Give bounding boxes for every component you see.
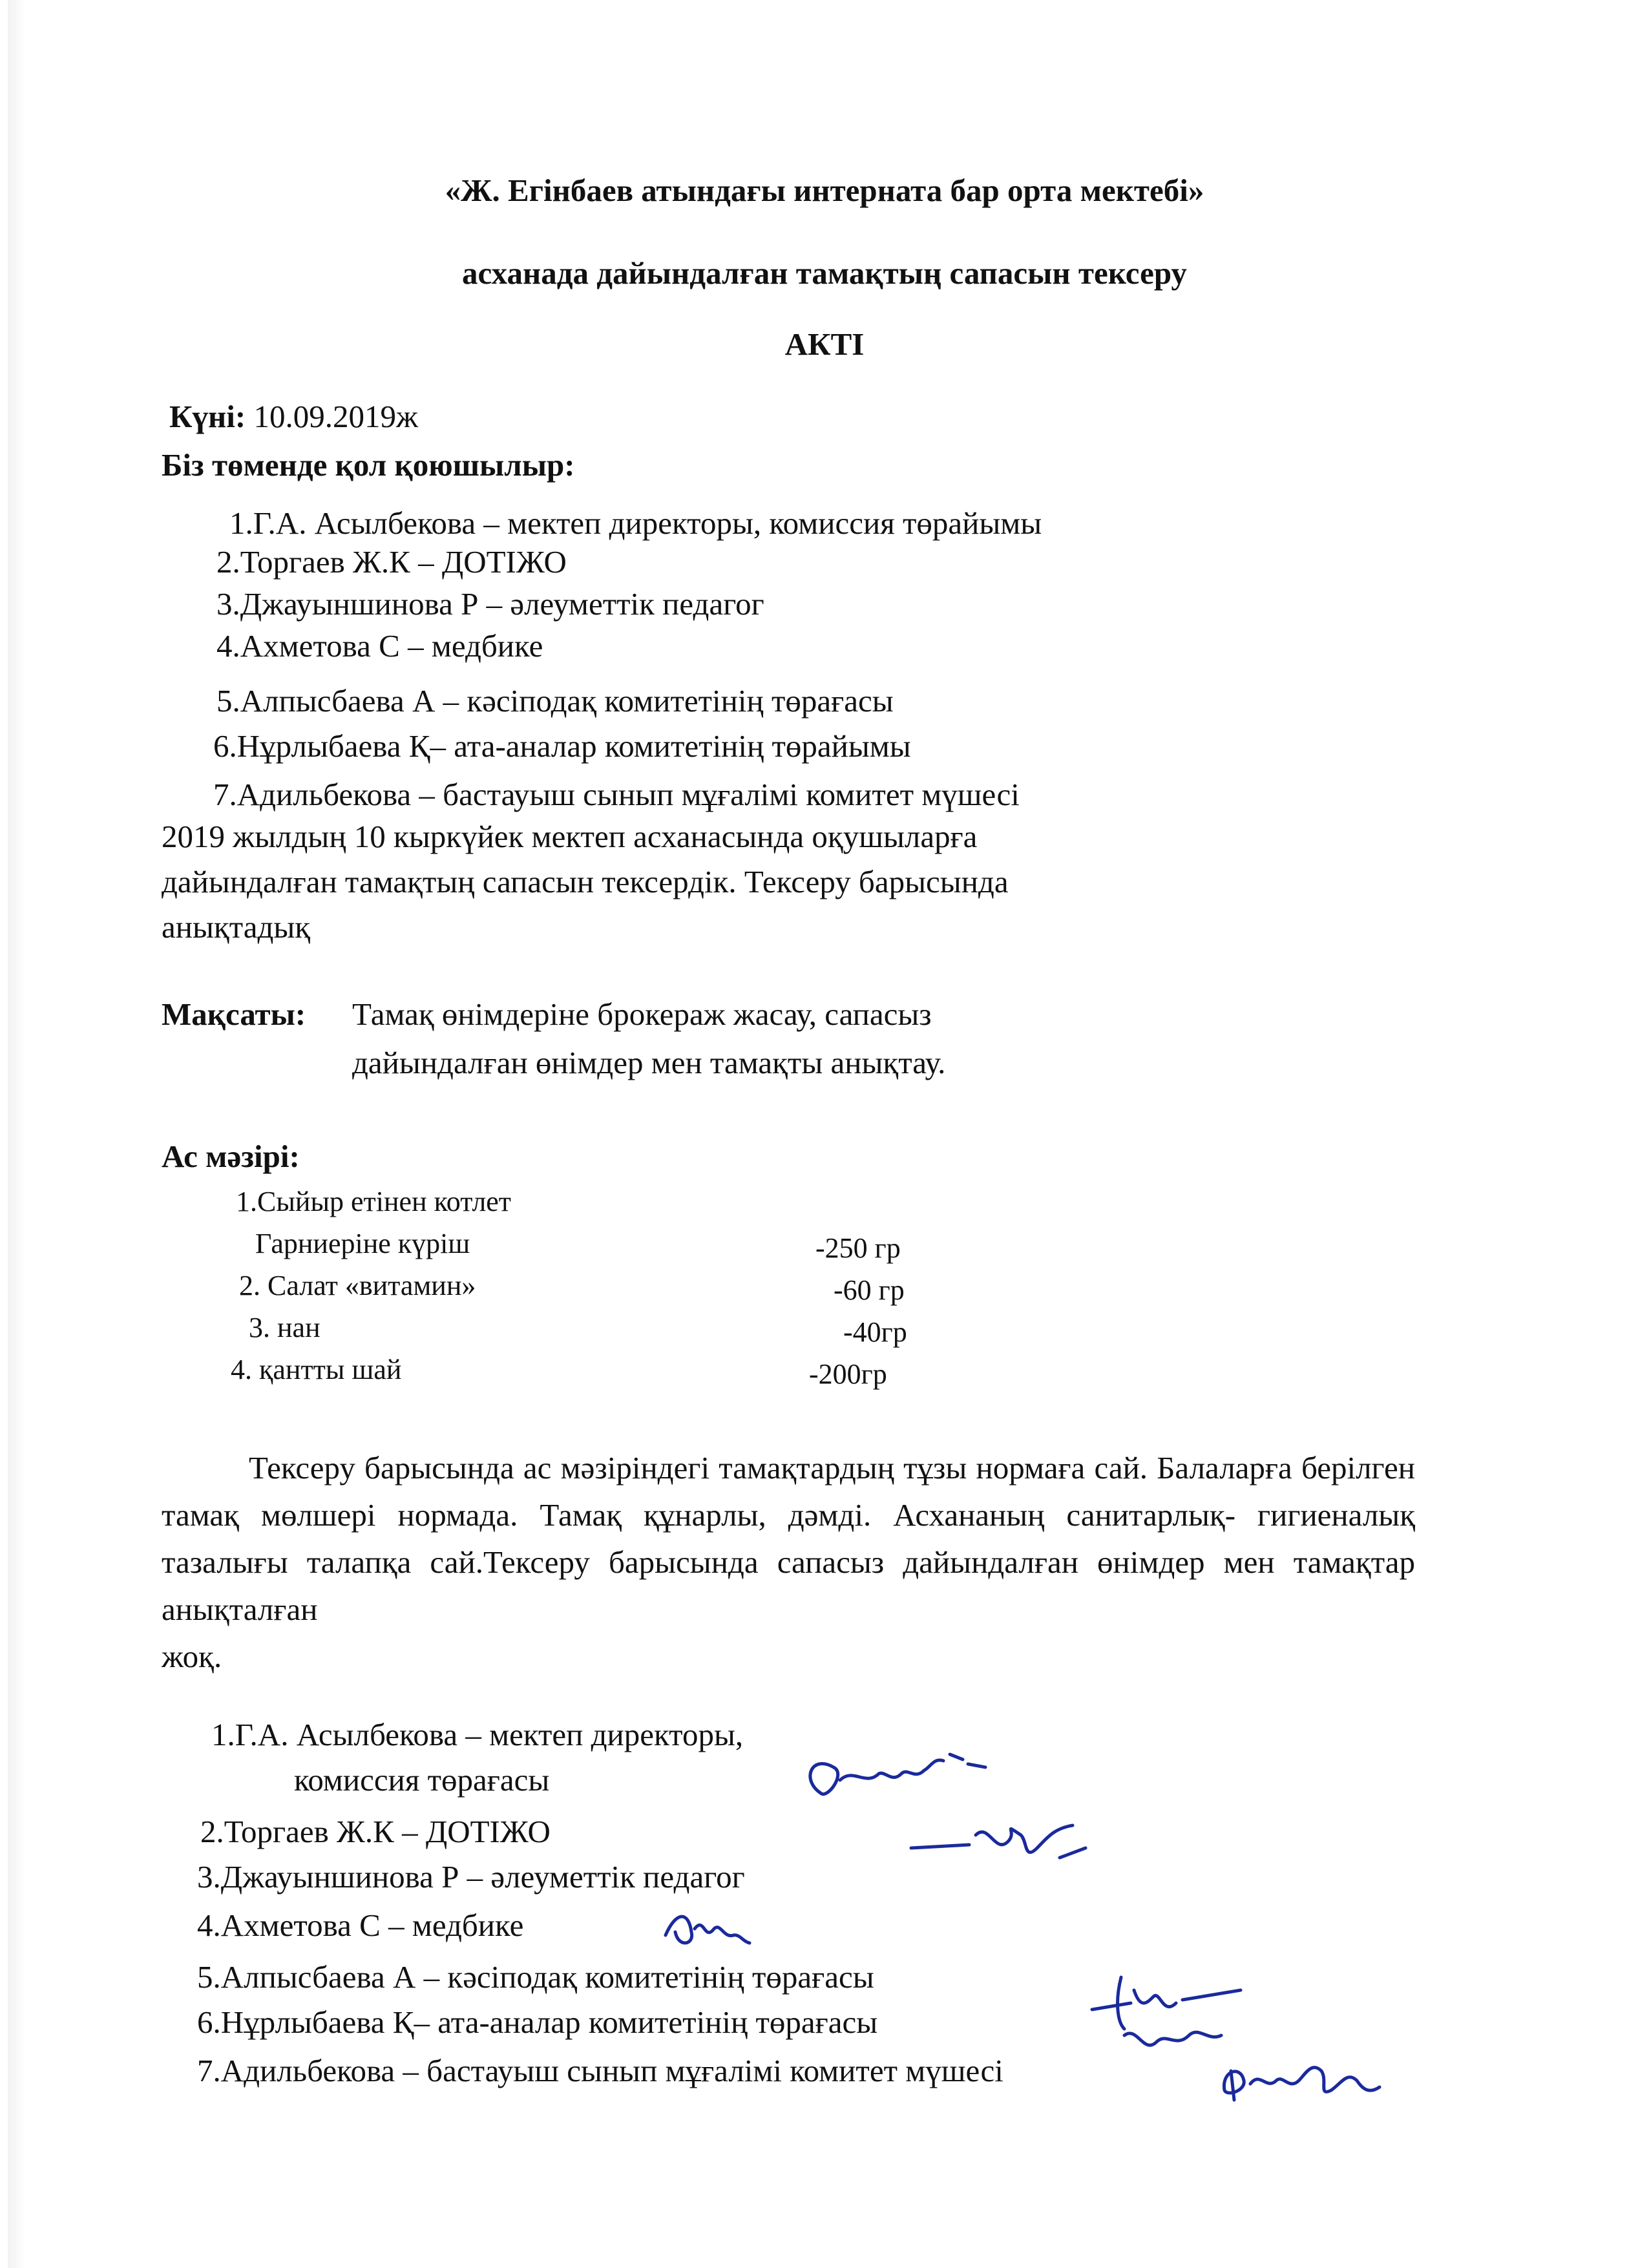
menu-label: Ас мәзірі: [162, 1139, 300, 1174]
signature-5 [1215, 2045, 1383, 2116]
signatory-line: 2.Торгаев Ж.К – ДОТІЖО [200, 1814, 551, 1849]
signature-1 [795, 1741, 989, 1812]
conclusion-line: Тексеру барысында ас мәзіріндегі тамақтардың тұзы нормаға сай. [249, 1450, 1148, 1486]
signature-3 [659, 1903, 756, 1955]
conclusion-line: жоқ. [162, 1639, 222, 1674]
purpose-text-line: Тамақ өнімдеріне брокераж жасау, сапасыз [352, 996, 932, 1032]
signatory-line: 7.Адильбекова – бастауыш сынып мұғалімі комитет мүшесі [197, 2053, 1003, 2088]
date-value: 10.09.2019ж [253, 399, 418, 434]
check-text-line: 2019 жылдың 10 кыркүйек мектеп асханасында оқушыларға [162, 819, 978, 854]
date-label: Күні: [169, 399, 246, 434]
conclusion-line: Балаларға берілген тамақ мөлшері нормада. Тамақ құнарлы, дәмді. [162, 1450, 1415, 1533]
purpose-label: Мақсаты: [162, 996, 306, 1032]
conclusion-paragraph [162, 1444, 1415, 1680]
check-text-line: дайындалған тамақтың сапасын тексердік. Тексеру барысында [162, 864, 1009, 899]
member-item: 5.Алпысбаева А – кәсіподақ комитетінің төрағасы [216, 683, 894, 719]
menu-item-amount: -40гр [843, 1316, 907, 1348]
member-item: 2.Торгаев Ж.К – ДОТІЖО [216, 544, 567, 580]
conclusion-line: барысында сапасыз дайындалған өнімдер мен тамақтар анықталған [162, 1544, 1415, 1627]
signatory-line: 1.Г.А. Асылбекова – мектеп директоры, [211, 1717, 744, 1752]
member-item: 7.Адильбекова – бастауыш сынып мұғалімі комитет мүшесі [213, 777, 1020, 812]
signatory-line: 6.Нұрлыбаева Қ– ата-аналар комитетінің төрағасы [197, 2004, 878, 2040]
intro-label: Біз төменде қол қоюшылыр: [162, 447, 575, 483]
document-title: АКТІ [784, 326, 865, 362]
conclusion-line: Асхананың санитарлық- гигиеналық тазалығы талапқа сай.Тексеру [162, 1497, 1416, 1580]
purpose-text-line: дайындалған өнімдер мен тамақты анықтау. [352, 1045, 946, 1080]
menu-item-name: 1.Сыйыр етінен котлет [236, 1186, 512, 1217]
signature-2 [898, 1809, 1092, 1880]
member-item: 1.Г.А. Асылбекова – мектеп директоры, комиссия төрайымы [229, 505, 1042, 541]
check-text-line: анықтадық [162, 909, 311, 945]
date-line [169, 401, 418, 432]
menu-item-amount: -200гр [809, 1358, 887, 1390]
menu-item-name: Гарниеріне күріш [255, 1228, 470, 1259]
menu-item-amount: -60 гр [834, 1274, 905, 1306]
signatory-line: 5.Алпысбаева А – кәсіподақ комитетінің төрағасы [197, 1959, 874, 1995]
member-item: 3.Джауыншинова Р – әлеуметтік педагог [216, 586, 764, 622]
signatory-line: комиссия төрағасы [294, 1762, 550, 1798]
member-item: 4.Ахметова С – медбике [216, 628, 543, 664]
signatory-line: 3.Джауыншинова Р – әлеуметтік педагог [197, 1859, 745, 1895]
signatory-line: 4.Ахметова С – медбике [197, 1907, 524, 1943]
menu-item-name: 2. Салат «витамин» [239, 1270, 476, 1301]
member-item: 6.Нұрлыбаева Қ– ата-аналар комитетінің төрайымы [213, 728, 911, 764]
document-subtitle: асханада дайындалған тамақтың сапасын тексеру [462, 255, 1187, 291]
menu-item-name: 3. нан [249, 1312, 320, 1343]
school-name: «Ж. Егінбаев атындағы интерната бар орта мектебі» [445, 173, 1204, 208]
menu-item-amount: -250 гр [815, 1232, 901, 1264]
menu-item-name: 4. қантты шай [231, 1354, 402, 1385]
